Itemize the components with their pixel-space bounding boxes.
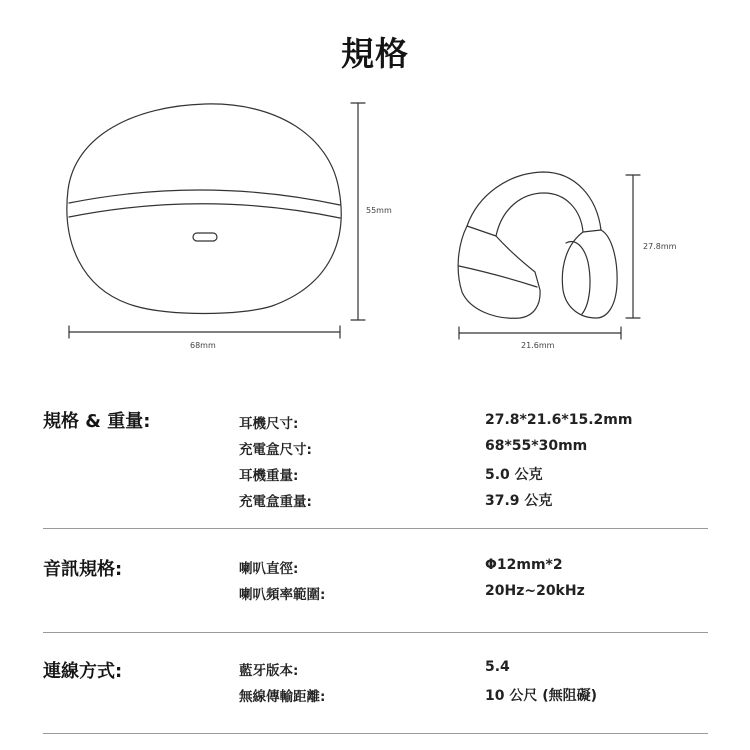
spec-row [43,659,708,685]
spec-label: 喇叭直徑: [239,561,299,577]
spec-row [43,583,708,609]
spec-row [43,557,708,583]
spec-row [43,685,708,711]
spec-label: 藍牙版本: [239,663,299,679]
spec-row [43,490,708,516]
section-title: 規格 & 重量: [43,411,151,432]
spec-value: 5.0 公克 [485,467,543,483]
section-specs-weight [43,407,708,517]
spec-label: 耳機重量: [239,468,299,484]
case-width-label: 68mm [190,341,216,350]
spec-row [43,412,708,438]
spec-label: 耳機尺寸: [239,416,299,432]
earbud-width-label: 21.6mm [521,341,555,350]
section-title: 連線方式: [43,661,123,682]
section-audio-specs [43,555,708,615]
spec-label: 無線傳輸距離: [239,689,326,705]
spec-value: 20Hz~20kHz [485,583,585,599]
section-divider [43,632,708,633]
section-title: 音訊規格: [43,559,123,580]
spec-value: 10 公尺 (無阻礙) [485,688,598,704]
spec-label: 充電盒尺寸: [239,442,312,458]
section-connectivity [43,657,708,717]
case-seam-top [69,190,340,205]
earbud-speaker-face [566,242,590,314]
earbud-body [458,226,540,318]
earbud-body-band [459,266,537,287]
spec-row [43,438,708,464]
spec-value: Φ12mm*2 [485,557,563,573]
section-divider [43,733,708,734]
section-divider [43,528,708,529]
earbud-height-label: 27.8mm [643,242,677,251]
earbud-hook-inner [496,193,583,236]
spec-value: 27.8*21.6*15.2mm [485,412,633,428]
spec-row [43,464,708,490]
spec-value: 37.9 公克 [485,493,553,509]
spec-value: 68*55*30mm [485,438,588,454]
spec-label: 充電盒重量: [239,494,312,510]
case-indicator-led [193,233,217,241]
charging-case-outline [67,104,341,314]
case-seam-bottom [69,204,340,218]
spec-label: 喇叭頻率範圍: [239,587,326,603]
page-title: 規格 [341,34,409,73]
case-height-label: 55mm [366,206,392,215]
spec-value: 5.4 [485,659,510,675]
